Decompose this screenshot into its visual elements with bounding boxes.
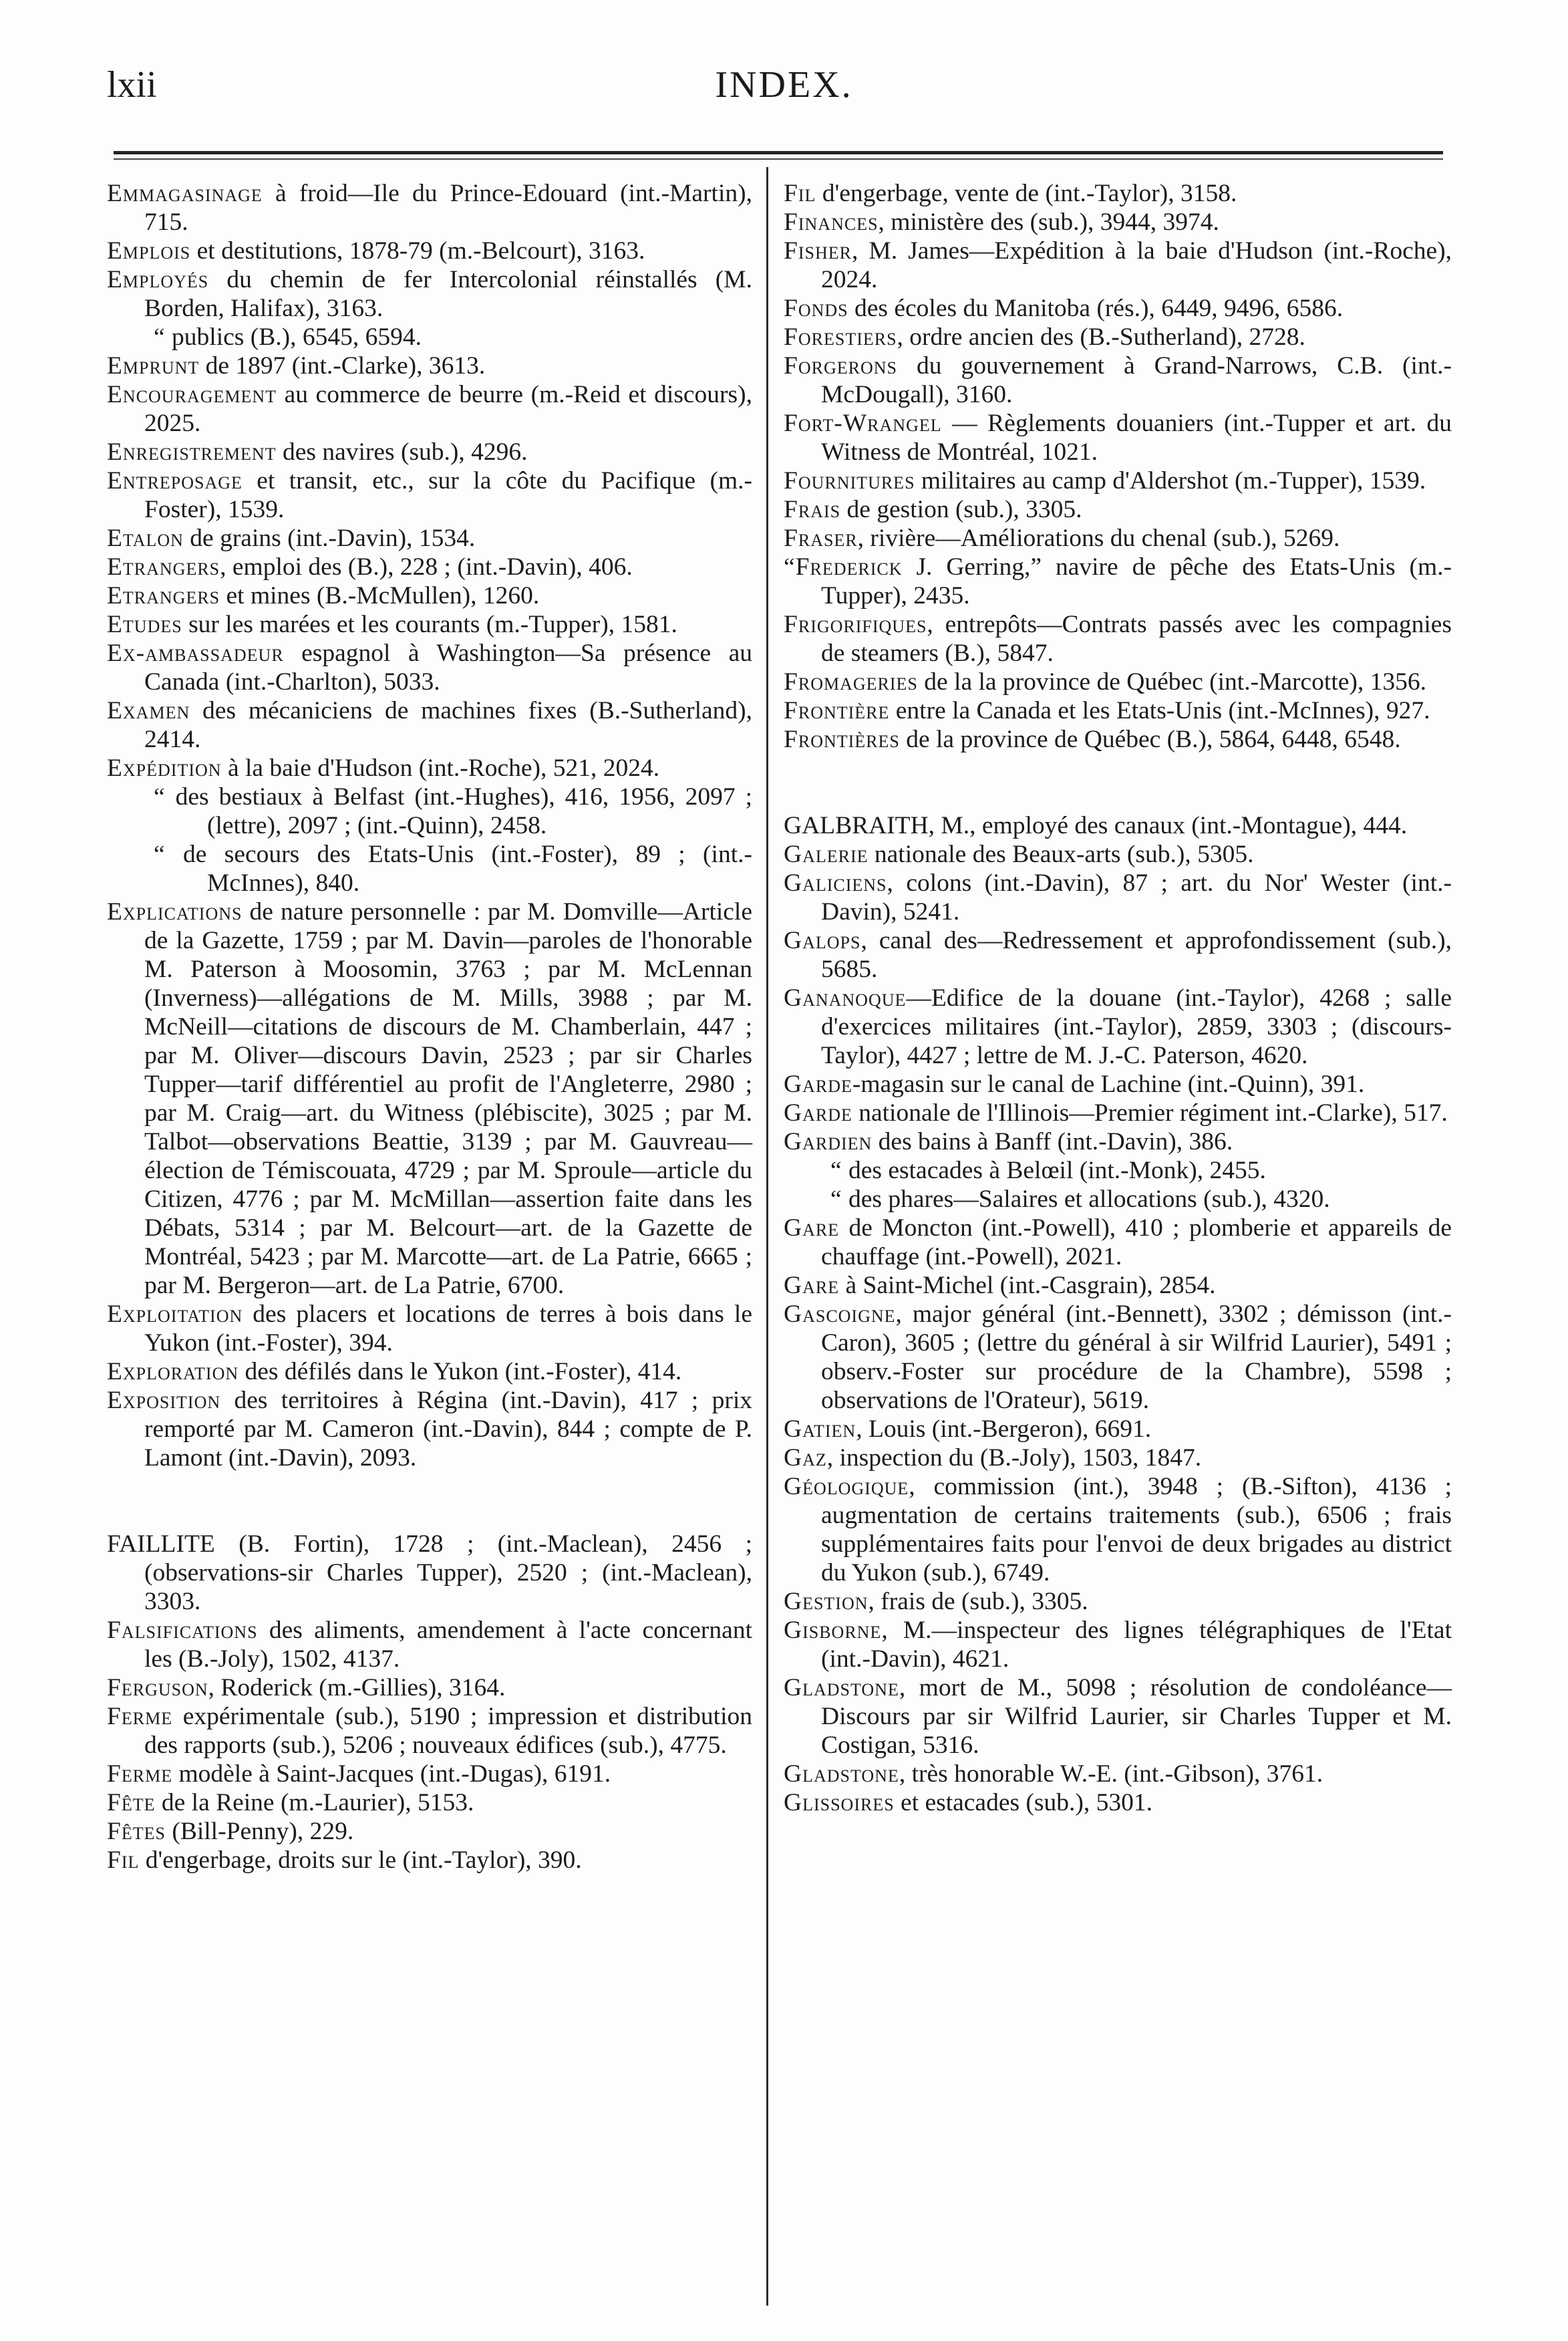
entry-text: d'engerbage, droits sur le (int.-Taylor), 390.: [139, 1846, 582, 1874]
entry-text: (B. Fortin), 1728 ; (int.-Maclean), 2456 ; (observations-sir Charles Tupper), 2520 ; (int.-Maclean), 3303.: [144, 1530, 752, 1615]
entry-text: et estacades (sub.), 5301.: [894, 1789, 1153, 1816]
entry-heading: Gladstone: [784, 1760, 899, 1788]
entry-heading: “: [830, 1186, 842, 1213]
index-entry: [784, 237, 1452, 294]
index-entry: [107, 1760, 752, 1788]
entry-heading: Ferme: [107, 1703, 173, 1730]
entry-heading: Gisborne: [784, 1617, 882, 1644]
entry-text: , rivière—Améliorations du chenal (sub.), 5269.: [857, 525, 1340, 552]
entry-text: , canal des—Redressement et approfondissement (sub.), 5685.: [821, 927, 1452, 983]
entry-heading: Emprunt: [107, 352, 200, 380]
entry-heading: Ex-ambassadeur: [107, 640, 284, 667]
entry-heading: Fisher: [784, 237, 852, 265]
index-entry: [784, 668, 1452, 696]
entry-text: , inspection du (B.-Joly), 1503, 1847.: [826, 1444, 1202, 1472]
entry-heading: Exploitation: [107, 1300, 243, 1328]
index-entry: [784, 1300, 1452, 1415]
entry-text: J. Gerring,” navire de pêche des Etats-Unis (m.-Tupper), 2435.: [821, 553, 1452, 609]
index-entry: [107, 1673, 752, 1702]
entry-heading: Gananoque: [784, 984, 907, 1012]
index-entry: [784, 984, 1452, 1070]
index-entry: [107, 352, 752, 380]
entry-heading: Examen: [107, 697, 190, 724]
entry-heading: Frigorifiques: [784, 611, 927, 638]
entry-heading: Garde: [784, 1099, 852, 1127]
index-subentry: [107, 783, 752, 840]
entry-text: de la Reine (m.-Laurier), 5153.: [155, 1789, 474, 1816]
section-gap: [107, 1472, 752, 1530]
entry-heading: Emplois: [107, 237, 191, 265]
entry-text: de nature personnelle : par M. Domville—Article de la Gazette, 1759 ; par M. Davin—paroles de l'honorable M. Paterson à Moosomin, 3763 ; par M. McLennan (Inverness)—allégations de M. Mills, 3988 ; par M. McNeill—citations de discours de M. Chamberlain, 447 ; par M. Oliver—discours Davin, 2523 ; par sir Charles Tupper—tarif différentiel au profit de l'Angleterre, 2980 ; par M. Craig—art. du Witness (plébiscite), 3025 ; par M. Talbot—observations Beattie, 3139 ; par M. Gauvreau—élection de Témiscouata, 4729 ; par M. Sproule—article du Citizen, 4776 ; par M. McMillan—assertion faite dans les Débats, 5314 ; par M. Belcourt—art. de la Gazette de Montréal, 5423 ; par M. Marcotte—art. de La Patrie, 6665 ; par M. Bergeron—art. de La Patrie, 6700.: [144, 898, 752, 1299]
index-entry: [784, 495, 1452, 524]
index-entry: [107, 898, 752, 1300]
index-entry: [784, 811, 1452, 840]
index-entry: [107, 1530, 752, 1616]
index-entry: [784, 869, 1452, 926]
index-entry: [107, 581, 752, 610]
index-entry: [107, 380, 752, 438]
entry-heading: GALBRAITH: [784, 812, 929, 839]
page-header: [0, 0, 1568, 134]
entry-text: , Louis (int.-Bergeron), 6691.: [856, 1415, 1152, 1443]
header-rule: [114, 151, 1443, 154]
entry-text: , très honorable W.-E. (int.-Gibson), 3761.: [899, 1760, 1323, 1788]
entry-text: de gestion (sub.), 3305.: [840, 496, 1082, 523]
entry-heading: FAILLITE: [107, 1530, 215, 1558]
entry-heading: Forestiers: [784, 323, 897, 351]
entry-text: et transit, etc., sur la côte du Pacifique (m.-Foster), 1539.: [144, 467, 752, 523]
index-entry: [784, 1760, 1452, 1788]
index-entry: [784, 1415, 1452, 1443]
index-entry: [784, 1099, 1452, 1127]
index-column-left: [107, 179, 752, 1875]
entry-text: de la province de Québec (B.), 5864, 6448, 6548.: [899, 726, 1401, 753]
entry-text: du chemin de fer Intercolonial réinstallés (M. Borden, Halifax), 3163.: [144, 266, 752, 322]
entry-text: , major général (int.-Bennett), 3302 ; démisson (int.-Caron), 3605 ; (lettre du général à sir Wilfrid Laurier), 5491 ; observ.-Foster sur procédure de la Chambre), 5598 ; observations de l'Orateur), 5619.: [821, 1300, 1452, 1414]
column-divider: [766, 167, 768, 2306]
index-entry: [784, 294, 1452, 323]
entry-heading: Etalon: [107, 525, 184, 552]
index-entry: [107, 179, 752, 237]
entry-text: , entrepôts—Contrats passés avec les compagnies de steamers (B.), 5847.: [821, 611, 1452, 667]
index-entry: [107, 696, 752, 754]
index-entry: [107, 265, 752, 323]
entry-text: au commerce de beurre (m.-Reid et discours), 2025.: [144, 381, 752, 437]
entry-text: , M., employé des canaux (int.-Montague), 444.: [928, 812, 1408, 839]
index-entry: [784, 926, 1452, 984]
index-entry: [784, 1271, 1452, 1300]
index-entry: [784, 840, 1452, 869]
index-entry: [784, 1673, 1452, 1760]
entry-heading: “: [154, 841, 166, 868]
entry-text: des mécaniciens de machines fixes (B.-Sutherland), 2414.: [144, 697, 752, 753]
entry-text: expérimentale (sub.), 5190 ; impression et distribution des rapports (sub.), 5206 ; nouveaux édifices (sub.), 4775.: [144, 1703, 752, 1759]
index-entry: [784, 524, 1452, 553]
entry-heading: Galerie: [784, 841, 869, 868]
entry-text: des navires (sub.), 4296.: [276, 438, 528, 466]
entry-text: — Règlements douaniers (int.-Tupper et art. du Witness de Montréal, 1021.: [821, 410, 1452, 466]
entry-text: et destitutions, 1878-79 (m.-Belcourt), 3163.: [190, 237, 645, 265]
entry-text: , mort de M., 5098 ; résolution de condoléance—Discours par sir Wilfrid Laurier, sir Charles Tupper et M. Costigan, 5316.: [821, 1674, 1452, 1759]
entry-text: modèle à Saint-Jacques (int.-Dugas), 6191.: [172, 1760, 611, 1788]
index-entry: [107, 524, 752, 553]
entry-heading: Galiciens: [784, 869, 887, 897]
entry-heading: Ferguson: [107, 1674, 208, 1701]
entry-heading: Frais: [784, 496, 841, 523]
entry-heading: Forgerons: [784, 352, 897, 380]
entry-text: des écoles du Manitoba (rés.), 6449, 9496, 6586.: [848, 295, 1344, 322]
entry-text: entre la Canada et les Etats-Unis (int.-McInnes), 927.: [889, 697, 1430, 724]
entry-text: , M.—inspecteur des lignes télégraphiques de l'Etat (int.-Davin), 4621.: [821, 1617, 1452, 1673]
entry-heading: Ferme: [107, 1760, 173, 1788]
index-entry: [107, 466, 752, 524]
entry-heading: Fort-Wrangel: [784, 410, 942, 437]
entry-heading: Fraser: [784, 525, 858, 552]
entry-text: d'engerbage, vente de (int.-Taylor), 3158.: [816, 180, 1237, 207]
entry-text: publics (B.), 6545, 6594.: [165, 323, 422, 351]
entry-heading: Etudes: [107, 611, 182, 638]
entry-heading: Etrangers: [107, 553, 220, 581]
entry-text: de grains (int.-Davin), 1534.: [183, 525, 476, 552]
entry-text: , commission (int.), 3948 ; (B.-Sifton), 4136 ; augmentation de certains traitements (sub.), 6506 ; frais supplémentaires faits pour l'envoi de deux brigades au district du Yukon (sub.), 6749.: [821, 1473, 1452, 1587]
entry-heading: Fêtes: [107, 1818, 166, 1845]
entry-heading: Entreposage: [107, 467, 243, 495]
entry-text: nationale de l'Illinois—Premier régiment int.-Clarke), 517.: [852, 1099, 1448, 1127]
index-entry: [784, 208, 1452, 237]
entry-heading: Encouragement: [107, 381, 277, 408]
index-entry: [107, 1386, 752, 1472]
entry-heading: Gladstone: [784, 1674, 899, 1701]
entry-heading: Finances: [784, 209, 879, 236]
entry-text: , frais de (sub.), 3305.: [868, 1588, 1088, 1615]
entry-heading: Emmagasinage: [107, 180, 263, 207]
entry-heading: Expédition: [107, 754, 222, 782]
entry-text: , emploi des (B.), 228 ; (int.-Davin), 406.: [220, 553, 633, 581]
index-entry: [784, 466, 1452, 495]
entry-text: , colons (int.-Davin), 87 ; art. du Nor' Wester (int.-Davin), 5241.: [821, 869, 1452, 926]
index-entry: [784, 1443, 1452, 1472]
index-entry: [784, 1472, 1452, 1587]
entry-heading: Gare: [784, 1214, 840, 1242]
running-title: INDEX.: [715, 64, 853, 106]
entry-heading: “: [154, 323, 166, 351]
entry-text: des défilés dans le Yukon (int.-Foster), 414.: [239, 1358, 682, 1385]
entry-text: (Bill-Penny), 229.: [165, 1818, 354, 1845]
entry-heading: Frontière: [784, 697, 890, 724]
entry-heading: “: [830, 1157, 842, 1184]
entry-text: des territoires à Régina (int.-Davin), 417 ; prix remporté par M. Cameron (int.-Davin), 844 ; compte de P. Lamont (int.-Davin), 2093.: [144, 1387, 752, 1472]
index-entry: [107, 1702, 752, 1760]
index-subentry: [107, 840, 752, 898]
entry-text: à froid—Ile du Prince-Edouard (int.-Martin), 715.: [144, 180, 752, 236]
index-entry: [107, 1357, 752, 1386]
entry-text: et mines (B.-McMullen), 1260.: [220, 582, 540, 609]
index-entry: [107, 1817, 752, 1846]
index-entry: [784, 409, 1452, 466]
index-subentry: [784, 1185, 1452, 1214]
entry-heading: Fête: [107, 1789, 156, 1816]
entry-heading: Fournitures: [784, 467, 915, 495]
index-entry: [784, 1587, 1452, 1616]
entry-heading: Gaz: [784, 1444, 827, 1472]
entry-heading: Gare: [784, 1272, 840, 1299]
entry-heading: Gatien: [784, 1415, 856, 1443]
entry-heading: Gascoigne: [784, 1300, 896, 1328]
index-entry: [784, 1127, 1452, 1156]
entry-heading: Employés: [107, 266, 209, 293]
entry-text: des bains à Banff (int.-Davin), 386.: [872, 1128, 1233, 1155]
entry-text: nationale des Beaux-arts (sub.), 5305.: [868, 841, 1254, 868]
entry-text: à la baie d'Hudson (int.-Roche), 521, 2024.: [221, 754, 660, 782]
entry-heading: Gardien: [784, 1128, 873, 1155]
entry-text: , ordre ancien des (B.-Sutherland), 2728.: [897, 323, 1305, 351]
entry-heading: Frontières: [784, 726, 900, 753]
entry-text: sur les marées et les courants (m.-Tupper), 1581.: [182, 611, 677, 638]
section-gap: [784, 754, 1452, 811]
entry-text: , ministère des (sub.), 3944, 3974.: [878, 209, 1219, 236]
entry-heading: Fil: [107, 1846, 140, 1874]
entry-text: à Saint-Michel (int.-Casgrain), 2854.: [839, 1272, 1216, 1299]
entry-heading: “Frederick: [784, 553, 903, 581]
entry-heading: Exposition: [107, 1387, 221, 1414]
index-entry: [784, 323, 1452, 352]
index-entry: [784, 553, 1452, 610]
entry-text: militaires au camp d'Aldershot (m.-Tupper), 1539.: [915, 467, 1426, 495]
index-entry: [784, 1788, 1452, 1817]
entry-heading: “: [154, 783, 166, 811]
entry-text: espagnol à Washington—Sa présence au Canada (int.-Charlton), 5033.: [144, 640, 752, 696]
entry-heading: Gestion: [784, 1588, 869, 1615]
entry-text: des placers et locations de terres à bois dans le Yukon (int.-Foster), 394.: [144, 1300, 752, 1357]
index-entry: [107, 553, 752, 581]
header-rule-thin: [114, 158, 1443, 160]
entry-heading: Explications: [107, 898, 243, 926]
index-column-right: [784, 179, 1452, 1817]
entry-text: des estacades à Belœil (int.-Monk), 2455.: [842, 1157, 1266, 1184]
index-entry: [107, 1300, 752, 1357]
entry-heading: Glissoires: [784, 1789, 895, 1816]
index-entry: [784, 1070, 1452, 1099]
index-entry: [784, 1214, 1452, 1271]
entry-heading: Etrangers: [107, 582, 220, 609]
entry-text: de secours des Etats-Unis (int.-Foster), 89 ; (int.-McInnes), 840.: [165, 841, 752, 897]
index-subentry: [107, 323, 752, 352]
index-entry: [107, 1846, 752, 1875]
page-number: lxii: [107, 64, 157, 106]
index-entry: [107, 438, 752, 466]
index-entry: [107, 1788, 752, 1817]
entry-text: de la la province de Québec (int.-Marcotte), 1356.: [917, 668, 1427, 696]
entry-heading: Exploration: [107, 1358, 239, 1385]
entry-heading: Fonds: [784, 295, 848, 322]
entry-text: des phares—Salaires et allocations (sub.), 4320.: [842, 1186, 1330, 1213]
entry-text: de Moncton (int.-Powell), 410 ; plomberie et appareils de chauffage (int.-Powell), 2021.: [821, 1214, 1452, 1270]
entry-heading: Garde: [784, 1071, 852, 1098]
index-entry: [784, 725, 1452, 754]
entry-heading: Fromageries: [784, 668, 918, 696]
index-entry: [784, 696, 1452, 725]
entry-heading: Géologique: [784, 1473, 909, 1500]
index-entry: [107, 1616, 752, 1673]
entry-heading: Fil: [784, 180, 816, 207]
entry-heading: Falsifications: [107, 1617, 258, 1644]
entry-heading: Enregistrement: [107, 438, 277, 466]
entry-text: -magasin sur le canal de Lachine (int.-Quinn), 391.: [852, 1071, 1365, 1098]
index-entry: [784, 352, 1452, 409]
entry-text: des bestiaux à Belfast (int.-Hughes), 416, 1956, 2097 ; (lettre), 2097 ; (int.-Quinn), 2458.: [165, 783, 752, 839]
entry-text: —Edifice de la douane (int.-Taylor), 4268 ; salle d'exercices militaires (int.-Taylor), 2859, 3303 ; (discours-Taylor), 4427 ; lettre de M. J.-C. Paterson, 4620.: [821, 984, 1452, 1069]
index-entry: [784, 179, 1452, 208]
index-entry: [784, 1616, 1452, 1673]
entry-text: de 1897 (int.-Clarke), 3613.: [199, 352, 486, 380]
entry-text: , Roderick (m.-Gillies), 3164.: [208, 1674, 506, 1701]
index-entry: [107, 237, 752, 265]
index-subentry: [784, 1156, 1452, 1185]
index-entry: [784, 610, 1452, 668]
entry-text: des aliments, amendement à l'acte concernant les (B.-Joly), 1502, 4137.: [144, 1617, 752, 1673]
index-entry: [107, 639, 752, 696]
index-entry: [107, 610, 752, 639]
index-entry: [107, 754, 752, 783]
entry-text: , M. James—Expédition à la baie d'Hudson (int.-Roche), 2024.: [821, 237, 1452, 293]
entry-text: du gouvernement à Grand-Narrows, C.B. (int.-McDougall), 3160.: [821, 352, 1452, 408]
entry-heading: Galops: [784, 927, 861, 954]
